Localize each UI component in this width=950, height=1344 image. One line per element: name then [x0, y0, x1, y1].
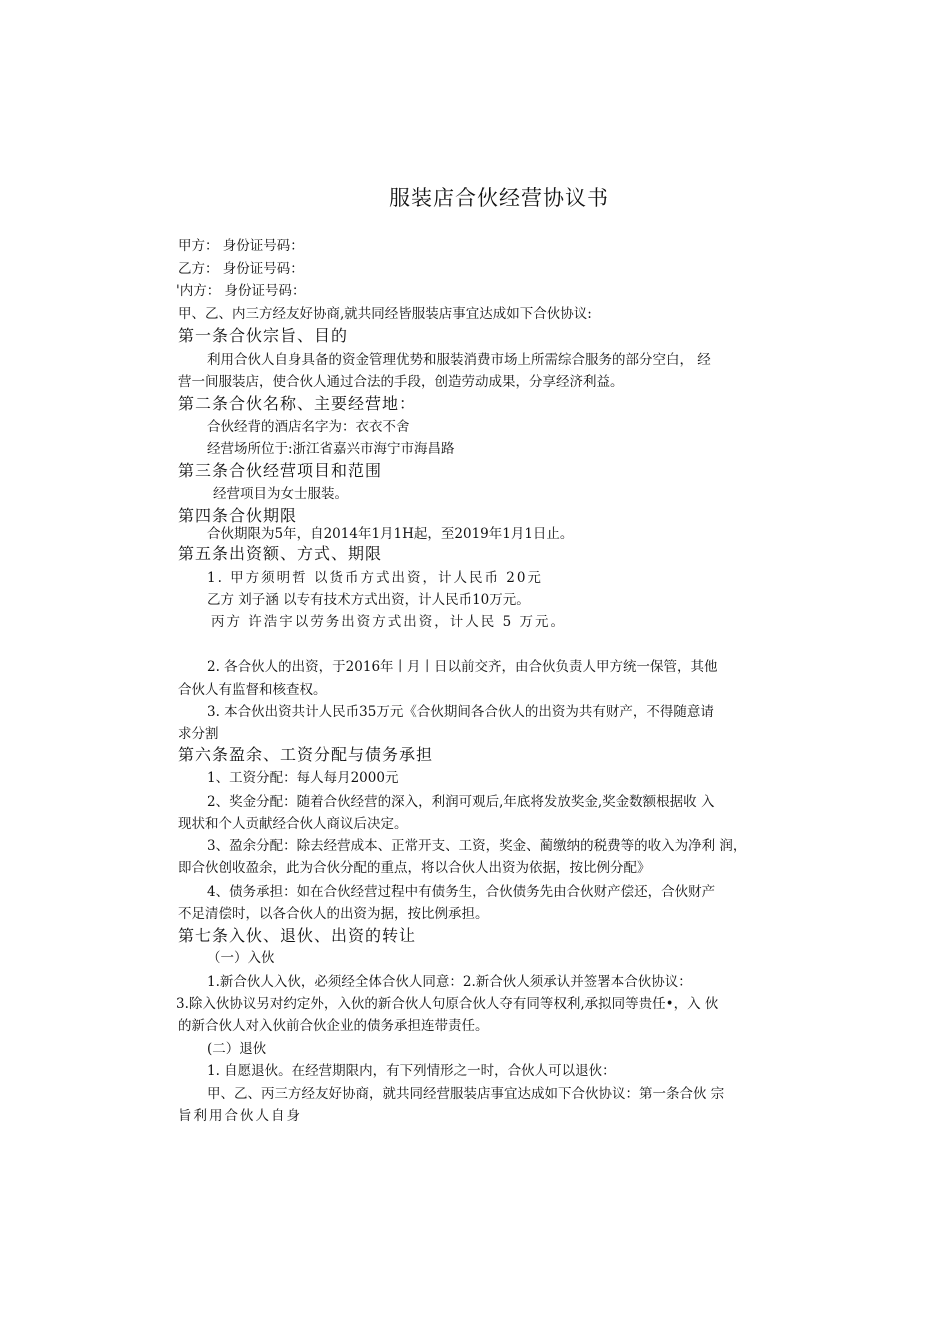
article-3-heading: 第三条合伙经营项目和范围: [178, 461, 383, 480]
article-6-item-4b: 不足清偿时，以各合伙人的出资为据，按比例承担。: [178, 906, 489, 922]
article-5-item-3a: 3. 本合伙出资共计人民币35万元《合伙期间各合伙人的出资为共有财产，不得随意请: [207, 704, 714, 720]
closing-text-2: 旨利用合伙人自身: [178, 1108, 302, 1124]
article-6-item-2b: 现状和个人贡献经合伙人商议后决定。: [178, 816, 408, 832]
article-7-section-1-heading: （一）入伙: [207, 950, 275, 966]
article-1-text-1: 利用合伙人自身具备的资金管理优势和服装消费市场上所需综合服务的部分空白， 经: [207, 352, 711, 368]
article-7-admission-2b: 的新合伙人对入伙前合伙企业的债务承担连带责任。: [178, 1018, 489, 1034]
article-6-item-3a: 3、盈余分配：除去经营成本、正常开支、工资，奖金、蔺缴纳的税费等的收入为净利 润，: [207, 838, 747, 854]
closing-text-1: 甲、乙、丙三方经友好协商，就共同经营服装店事宜达成如下合伙协议：第一条合伙 宗: [207, 1086, 725, 1102]
article-7-section-2-heading: (二）退伙: [207, 1041, 267, 1057]
article-2-name-line: 合伙经背的酒店名字为：衣衣不舍: [207, 419, 410, 435]
document-title: 服装店合伙经营协议书: [389, 186, 609, 210]
article-4-text: 合伙期限为5年，自2014年1月1H起，至2019年1月1日止。: [207, 526, 574, 542]
article-5-item-2a: 2. 各合伙人的出资，于2016年丨月丨日以前交齐，由合伙负责人甲方统一保管，其他: [207, 659, 718, 675]
party-c-line: '内方： 身份证号码：: [176, 283, 306, 299]
article-4-heading: 第四条合伙期限: [178, 506, 298, 525]
intro-line: 甲、乙、内三方经友好协商,就共同经皆服装店事宜达成如下合伙协议:: [178, 306, 592, 322]
article-5-heading: 第五条出资额、方式、期限: [178, 544, 383, 563]
article-6-item-3b: 即合伙创收盈余，此为合伙分配的重点，将以合伙人出资为依据，按比例分配》: [178, 860, 651, 876]
article-1-heading: 第一条合伙宗旨、目的: [178, 326, 349, 345]
article-7-withdrawal-1: 1. 自愿退伙。在经营期限内，有下列情形之一时，合伙人可以退伙：: [207, 1063, 616, 1079]
article-5-item-2b: 合伙人有监督和核查权。: [178, 682, 327, 698]
party-b-line: 乙方： 身份证号码：: [178, 261, 304, 277]
article-3-text: 经营项目为女士服装。: [213, 486, 348, 502]
article-6-heading: 第六条盈余、工资分配与债务承担: [178, 745, 434, 764]
article-2-heading: 第二条合伙名称、主要经营地：: [178, 394, 417, 413]
article-5-item-1b: 乙方 刘子涵 以专有技术方式出资，计人民币10万元。: [207, 592, 530, 608]
article-7-heading: 第七条入伙、退伙、出资的转让: [178, 926, 417, 945]
party-a-line: 甲方： 身份证号码：: [178, 238, 304, 254]
article-2-location-line: 经营场所位于:浙江省嘉兴市海宁市海昌路: [207, 441, 455, 457]
article-5-item-1a: 1. 甲方须明哲 以货币方式出资，计人民币 20元: [207, 570, 543, 586]
article-7-admission-2a: 3.除入伙协议另对约定外，入伙的新合伙人句原合伙人夺有同等权利,承拟同等贵任•，入 伙: [176, 996, 719, 1012]
article-6-item-1: 1、工资分配：每人每月2000元: [207, 770, 399, 786]
article-6-item-2a: 2、奖金分配：随着合伙经营的深入，利润可观后,年底将发放奖金,奖金数额根据收 入: [207, 794, 715, 810]
article-7-admission-1: 1.新合伙人入伙，必须经全体合伙人同意：2.新合伙人须承认并签署本合伙协议：: [207, 974, 692, 990]
article-1-text-2: 营一间服装店，使合伙人通过合法的手段，创造劳动成果，分享经济利益。: [178, 374, 624, 390]
article-5-item-1c: 丙方 许浩宇以劳务出资方式出资，计人民 5 万元。: [211, 614, 566, 630]
article-6-item-4a: 4、债务承担：如在合伙经营过程中有债务生，合伙债务先由合伙财产偿还，合伙财产: [207, 884, 716, 900]
article-5-item-3b: 求分割: [178, 726, 219, 742]
